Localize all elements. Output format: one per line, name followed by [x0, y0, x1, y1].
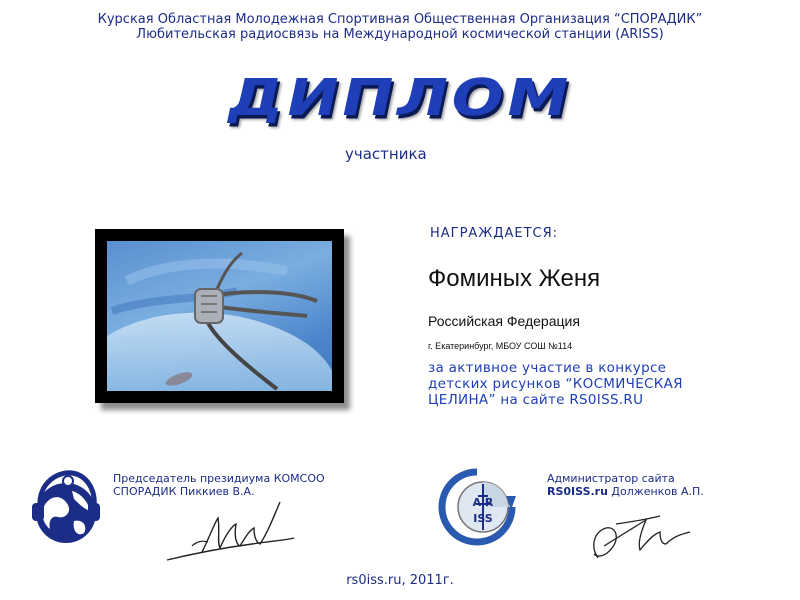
recipient-country: Российская Федерация: [428, 313, 580, 329]
diploma-title: ДИПЛОМ: [222, 67, 578, 128]
organization-subtitle: Любительская радиосвязь на Международной космической станции (ARISS): [136, 27, 664, 42]
awarded-label: НАГРАЖДАЕТСЯ:: [430, 226, 559, 241]
globe-headphones-icon: [28, 463, 100, 553]
admin-title: Администратор сайта: [547, 472, 675, 485]
admin-site-name: RS0ISS.ru: [547, 485, 608, 498]
chairman-signature-caption: [113, 472, 325, 498]
admin-signature-caption: [547, 472, 704, 498]
recipient-name: Фоминых Женя: [428, 265, 601, 292]
admin-name: Долженков А.П.: [607, 485, 704, 498]
drawing-frame: [95, 229, 344, 403]
child-drawing-image: [107, 241, 332, 391]
komsoo-globe-logo: [28, 463, 100, 553]
ariss-logo: [436, 466, 518, 548]
chairman-name: СПОРАДИК Пиккиев В.А.: [113, 485, 255, 498]
ariss-top-letters: A R: [472, 496, 494, 509]
award-reason: [428, 360, 768, 408]
award-reason-line: за активное участие в конкурсе: [428, 360, 667, 376]
award-reason-line: ЦЕЛИНА” на сайте RS0ISS.RU: [428, 392, 644, 408]
chairman-title: Председатель президиума КОМСОО: [113, 472, 325, 485]
organization-name: Курская Областная Молодежная Спортивная Общественная Организация “СПОРАДИК”: [97, 12, 703, 27]
diploma-subtitle: участника: [345, 145, 427, 163]
admin-name-line: [547, 485, 704, 498]
ariss-emblem-icon: [436, 466, 518, 548]
space-station-drawing: [107, 241, 332, 391]
chairman-signature: [162, 496, 297, 568]
award-reason-line: детских рисунков “КОСМИЧЕСКАЯ: [428, 376, 683, 392]
footer-site-year: rs0iss.ru, 2011г.: [346, 573, 454, 588]
handwritten-signature-icon: [580, 506, 695, 566]
admin-signature: [580, 506, 695, 566]
handwritten-signature-icon: [162, 496, 297, 568]
ariss-bottom-letters: ISS: [473, 512, 493, 525]
recipient-school: г. Екатеринбург, МБОУ СОШ №114: [428, 341, 573, 351]
